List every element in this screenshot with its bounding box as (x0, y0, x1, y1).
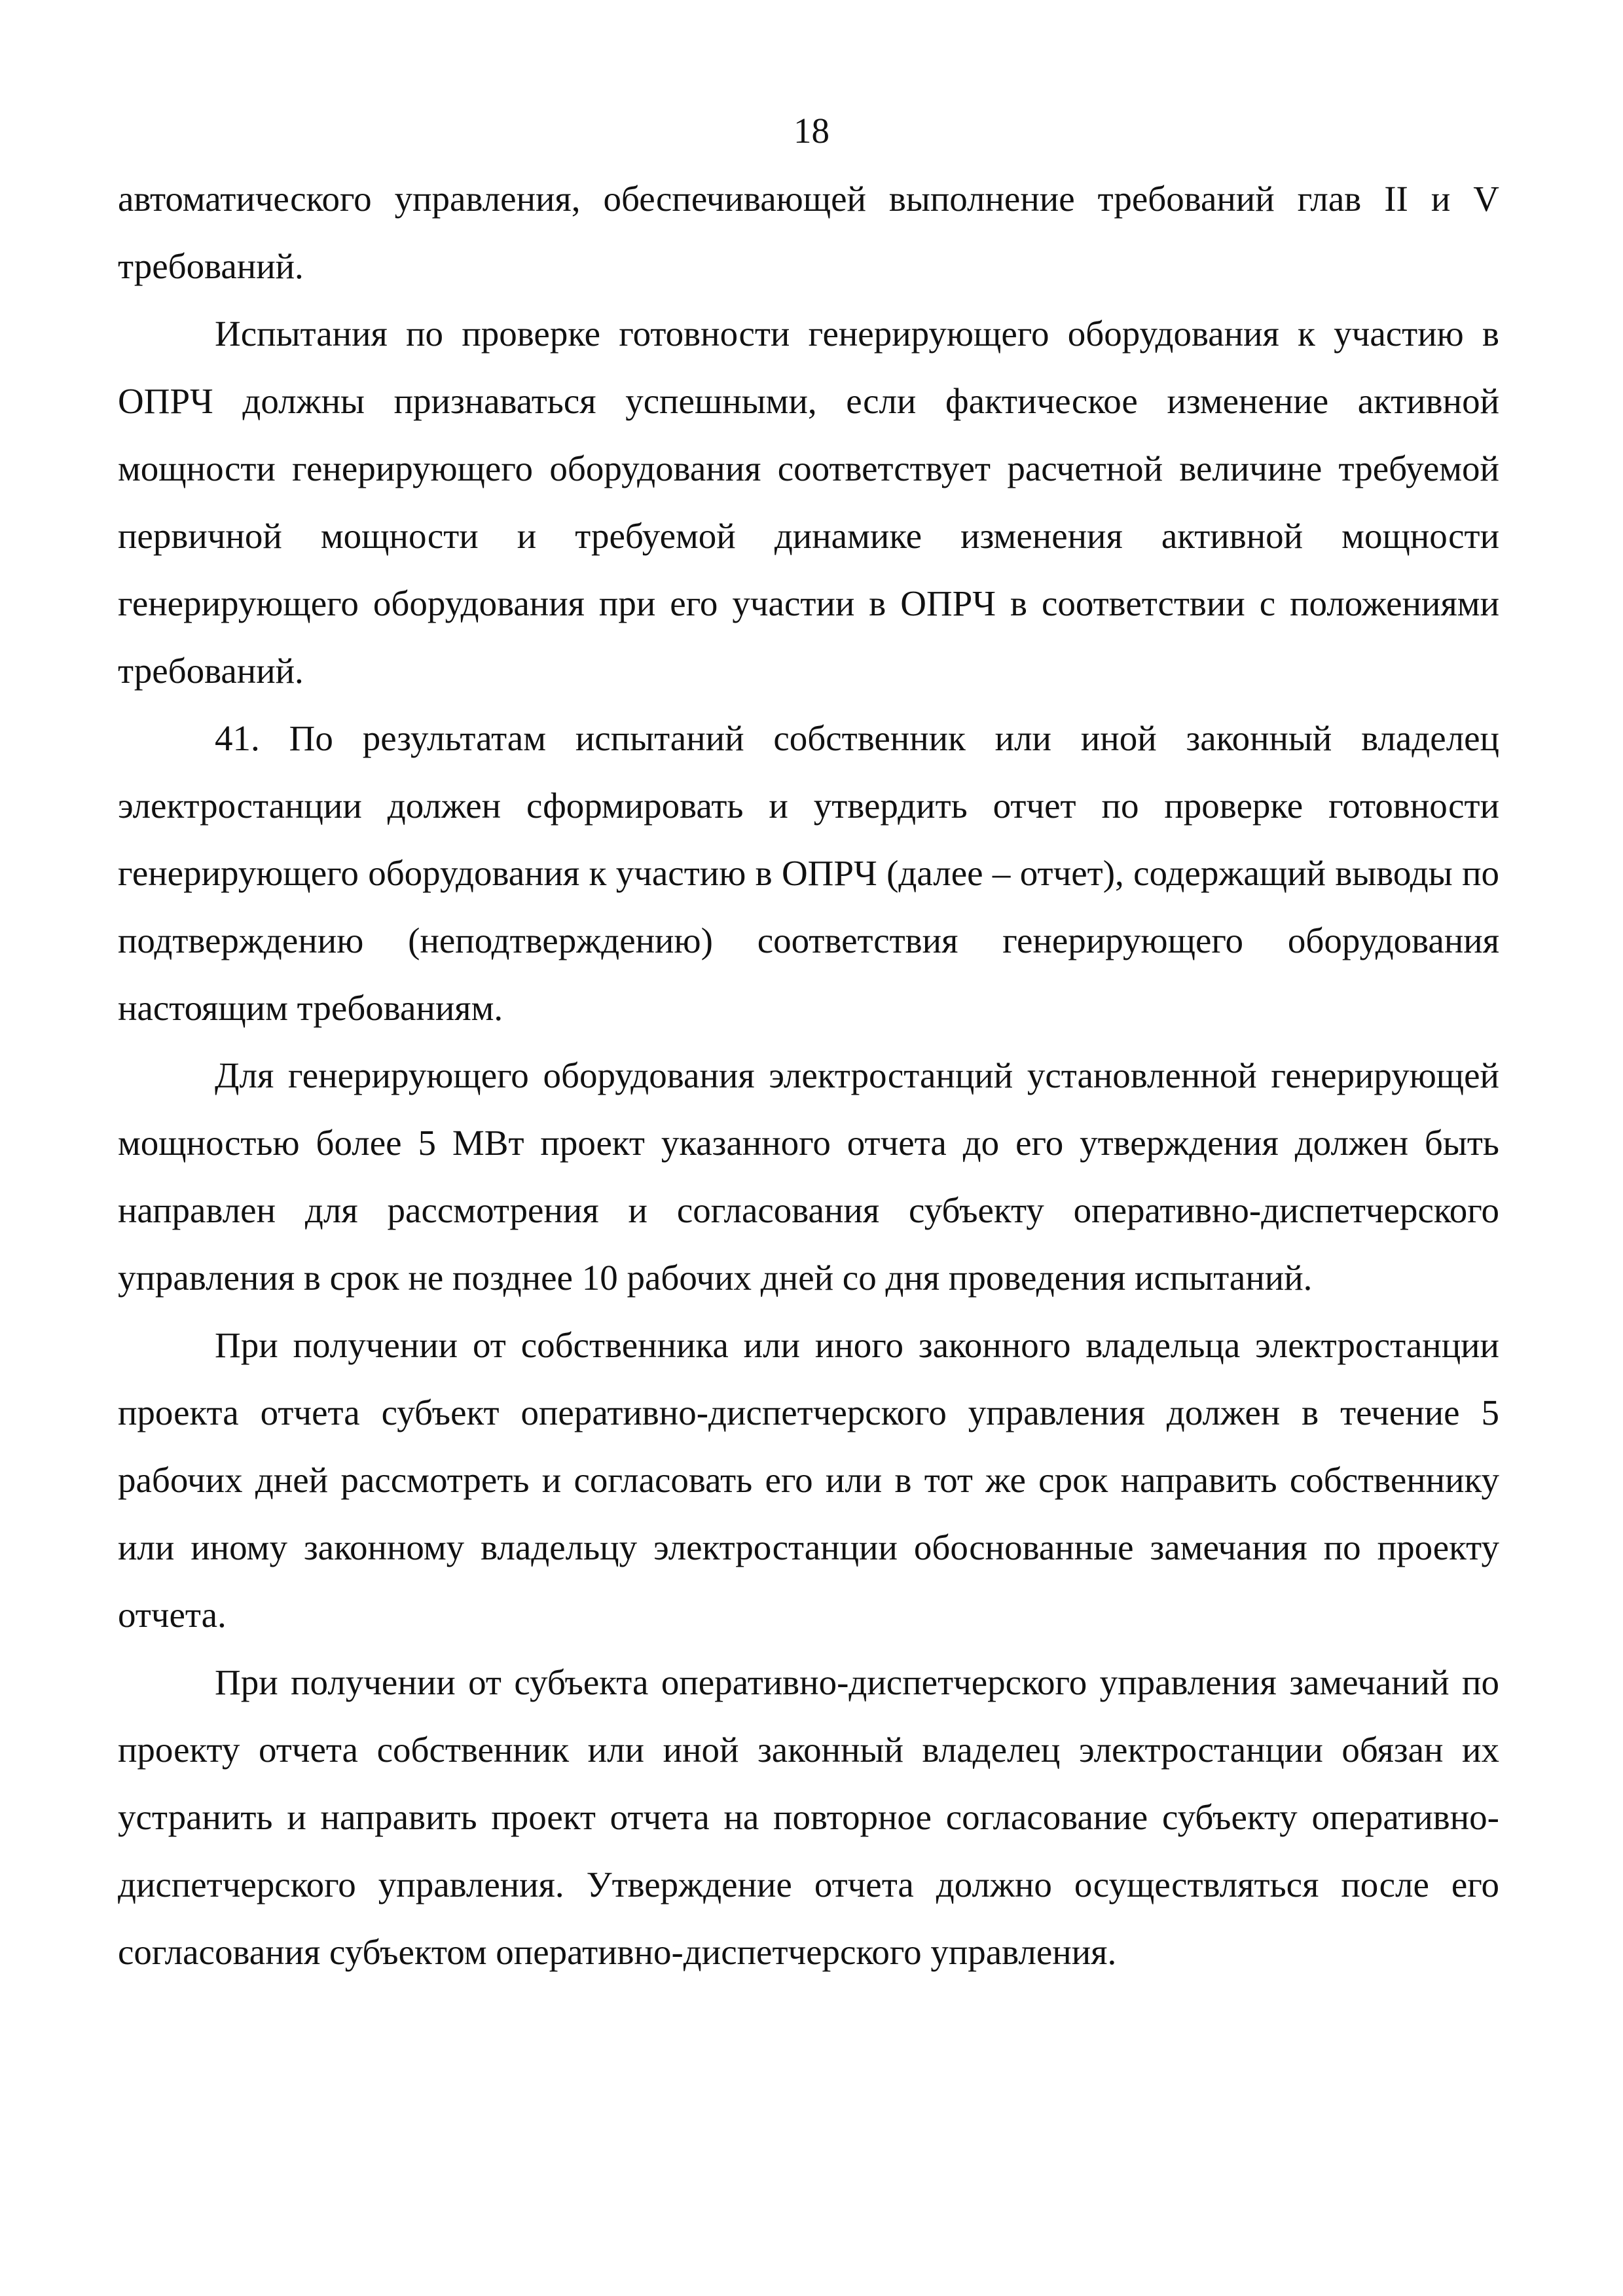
paragraph-report-review: При получении от собственника или иного законного владельца электростанции проекта отчета субъект оперативно-диспетчерского управления должен в течение 5 рабочих дней рассмотреть и согласовать его или в тот же срок направить собственнику или иному законному владельцу электростанции обоснованные замечания по проекту отчета. (118, 1325, 1499, 1635)
document-body (118, 165, 1499, 1986)
paragraph-test-success-criteria: Испытания по проверке готовности генерирующего оборудования к участию в ОПРЧ должны признаваться успешными, если фактическое изменение активной мощности генерирующего оборудования соответствует расчетной величине требуемой первичной мощности и требуемой динамике изменения активной мощности генерирующего оборудования при его участии в ОПРЧ в соответствии с положениями требований. (118, 314, 1499, 691)
paragraph-41-test-report: 41. По результатам испытаний собственник или иной законный владелец электростанции должен сформировать и утвердить отчет по проверке готовности генерирующего оборудования к участию в ОПРЧ (далее – отчет), содержащий выводы по подтверждению (неподтверждению) соответствия генерирующего оборудования настоящим требованиям. (118, 718, 1499, 1028)
paragraph-remarks-resolution: При получении от субъекта оперативно-диспетчерского управления замечаний по проекту отчета собственник или иной законный владелец электростанции обязан их устранить и направить проект отчета на повторное согласование субъекту оперативно-диспетчерского управления. Утверждение отчета должно осуществляться после его согласования субъектом оперативно-диспетчерского управления. (118, 1662, 1499, 1972)
paragraph-report-approval-submission: Для генерирующего оборудования электростанций установленной генерирующей мощностью более 5 МВт проект указанного отчета до его утверждения должен быть направлен для рассмотрения и согласования субъекту оперативно-диспетчерского управления в срок не позднее 10 рабочих дней со дня проведения испытаний. (118, 1055, 1499, 1298)
page-number: 18 (793, 111, 830, 151)
paragraph-continuation: автоматического управления, обеспечивающей выполнение требований глав II и V требований. (118, 179, 1499, 286)
